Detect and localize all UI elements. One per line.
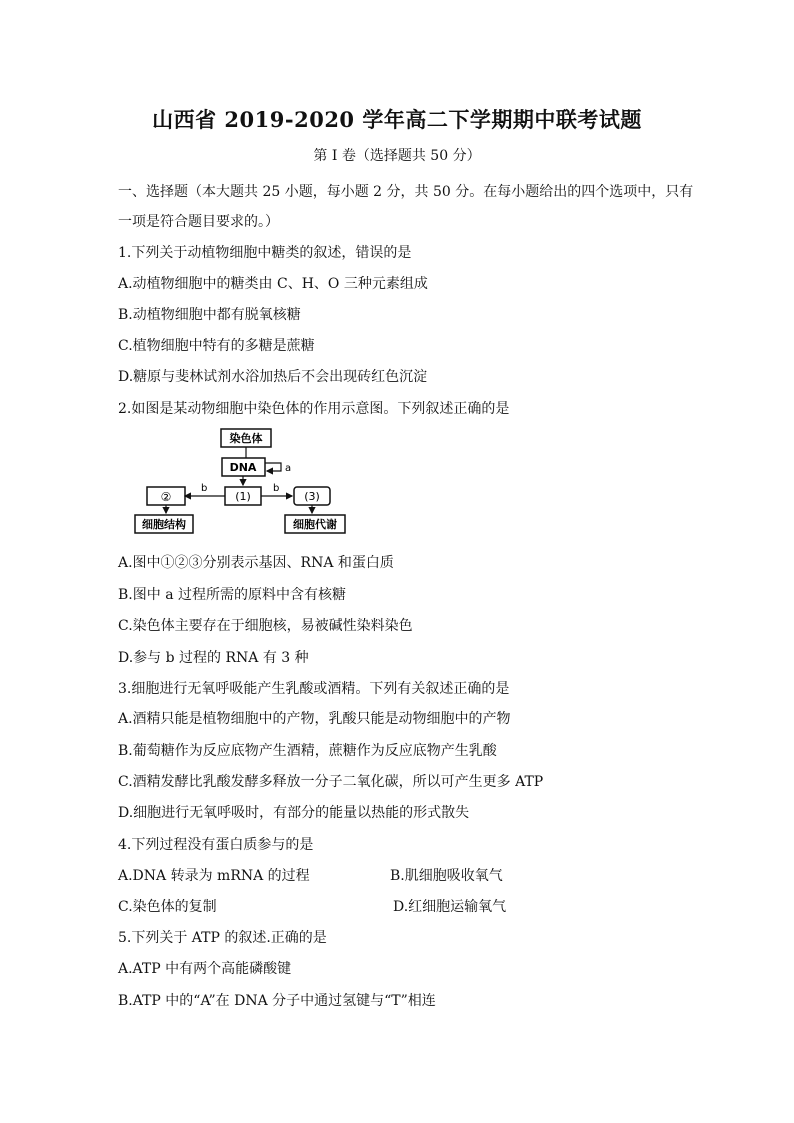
chromosome-label: 染色体 bbox=[229, 432, 263, 445]
q5-stem: 5.下列关于 ATP 的叙述.正确的是 bbox=[118, 930, 327, 946]
q1-stem: 1.下列关于动植物细胞中糖类的叙述，错误的是 bbox=[118, 245, 412, 261]
process-b-left-label: b bbox=[201, 483, 208, 494]
q4-option-b: B.肌细胞吸收氧气 bbox=[390, 868, 503, 884]
q4-option-a: A.DNA 转录为 mRNA 的过程 bbox=[118, 868, 310, 884]
section-instructions-line2: 一项是符合题目要求的。） bbox=[118, 214, 279, 230]
section-instructions-line1: 一、选择题（本大题共 25 小题，每小题 2 分，共 50 分。在每小题给出的四个选项中，只有 bbox=[118, 184, 694, 200]
page-subtitle: 第 I 卷（选择题共 50 分） bbox=[313, 148, 481, 164]
replication-arrow bbox=[265, 463, 281, 471]
q3-stem: 3.细胞进行无氧呼吸能产生乳酸或酒精。下列有关叙述正确的是 bbox=[118, 681, 510, 697]
q4-option-d: D.红细胞运输氧气 bbox=[393, 899, 507, 915]
q2-stem: 2.如图是某动物细胞中染色体的作用示意图。下列叙述正确的是 bbox=[118, 401, 510, 417]
cell-metabolism-label: 细胞代谢 bbox=[293, 518, 337, 531]
q2-option-b: B.图中 a 过程所需的原料中含有核糖 bbox=[118, 587, 346, 603]
q2-option-d: D.参与 b 过程的 RNA 有 3 种 bbox=[118, 650, 309, 666]
q4-stem: 4.下列过程没有蛋白质参与的是 bbox=[118, 837, 314, 853]
q2-option-c: C.染色体主要存在于细胞核，易被碱性染料染色 bbox=[118, 618, 413, 634]
node1-label: (1) bbox=[235, 490, 251, 503]
q1-option-c: C.植物细胞中特有的多糖是蔗糖 bbox=[118, 338, 315, 354]
q1-option-b: B.动植物细胞中都有脱氧核糖 bbox=[118, 307, 301, 323]
q4-option-c: C.染色体的复制 bbox=[118, 899, 217, 915]
q1-option-d: D.糖原与斐林试剂水浴加热后不会出现砖红色沉淀 bbox=[118, 369, 428, 385]
chromosome-function-diagram bbox=[125, 425, 365, 535]
q3-option-b: B.葡萄糖作为反应底物产生酒精，蔗糖作为反应底物产生乳酸 bbox=[118, 743, 497, 759]
node2-label: ② bbox=[160, 490, 172, 504]
node3-label: (3) bbox=[304, 490, 320, 503]
cell-structure-label: 细胞结构 bbox=[142, 518, 186, 531]
q2-option-a: A.图中①②③分别表示基因、RNA 和蛋白质 bbox=[118, 555, 394, 571]
q5-option-b: B.ATP 中的“A”在 DNA 分子中通过氢键与“T”相连 bbox=[118, 993, 436, 1009]
q3-option-d: D.细胞进行无氧呼吸时，有部分的能量以热能的形式散失 bbox=[118, 805, 470, 821]
q5-option-a: A.ATP 中有两个高能磷酸键 bbox=[118, 961, 292, 977]
q3-option-c: C.酒精发酵比乳酸发酵多释放一分子二氧化碳，所以可产生更多 ATP bbox=[118, 774, 544, 790]
process-b-right-label: b bbox=[273, 483, 280, 494]
q1-option-a: A.动植物细胞中的糖类由 C、H、O 三种元素组成 bbox=[118, 276, 428, 292]
process-a-label: a bbox=[285, 463, 292, 474]
page-title: 山西省 2019-2020 学年高二下学期期中联考试题 bbox=[152, 107, 642, 132]
q3-option-a: A.酒精只能是植物细胞中的产物，乳酸只能是动物细胞中的产物 bbox=[118, 711, 511, 727]
dna-label: DNA bbox=[229, 461, 257, 474]
